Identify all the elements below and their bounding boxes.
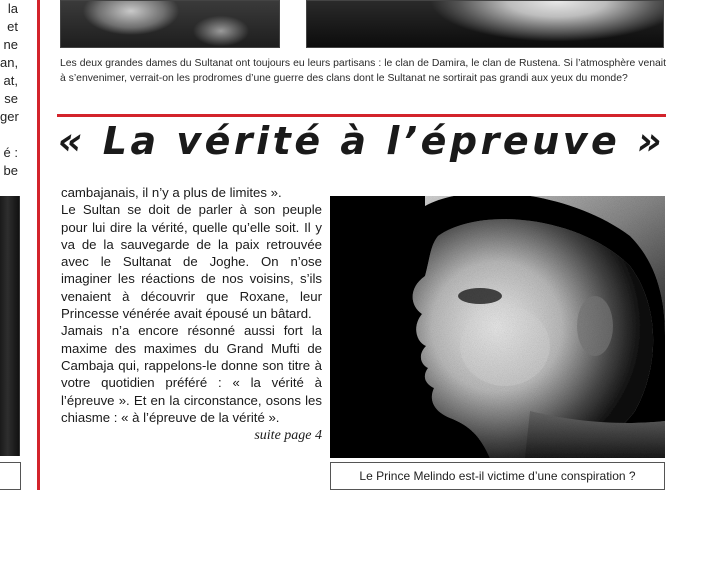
left-column-fragments bbox=[0, 0, 18, 180]
continued-link: suite page 4 bbox=[254, 428, 322, 444]
fragment-line: an, bbox=[0, 55, 19, 70]
top-right-photo bbox=[306, 0, 664, 48]
fragment-line: et bbox=[7, 19, 18, 34]
fragment-line bbox=[0, 126, 18, 144]
fragment-line: se bbox=[4, 91, 18, 106]
article-body bbox=[61, 184, 322, 444]
left-photo-edge bbox=[0, 196, 20, 456]
top-photo-caption: Les deux grandes dames du Sultanat ont toujours eu leurs partisans : le clan de Damira, le clan de Rustena. Si l’atmosphère venait à s’envenimer, verrait-on les prodromes d’une guerre des clans dont le Sultanat ne sortirait pas grandi aux yeux du monde? bbox=[60, 58, 666, 84]
prince-portrait-photo bbox=[330, 196, 665, 458]
fragment-line: at, bbox=[3, 73, 18, 88]
left-caption-edge bbox=[0, 462, 21, 490]
article-paragraph: cambajanais, il n’y a plus de limites ». bbox=[61, 185, 282, 200]
fragment-line: é : bbox=[3, 145, 18, 160]
fragment-line: la bbox=[7, 1, 18, 16]
article-headline: « La vérité à l’épreuve » bbox=[57, 119, 666, 163]
top-left-photo bbox=[60, 0, 280, 48]
fragment-line: ne bbox=[3, 37, 18, 52]
article-paragraph: Le Sultan se doit de parler à son peuple pour lui dire la vérité, quelle qu’elle soit. Il y va de la sauvegarde de la paix retrouvée avec le Sultanat de Joghe. On n’ose imaginer les réactions de nos voisins, s’ils venaient à découvrir que Roxane, leur Princesse vénérée avait épousé un bâtard. bbox=[61, 202, 322, 322]
article-paragraph: Jamais n’a encore résonné aussi fort la maxime des maximes du Grand Mufti de Cambaja qui, rappelons-le donne son titre à votre quotidien préféré : « la vérité à l’épreuve ». Et en la circonstance, osons les chiasme : « à l’épreuve de la vérité ». bbox=[61, 323, 322, 425]
vertical-red-rule bbox=[37, 0, 40, 490]
fragment-line: ger bbox=[0, 109, 19, 124]
portrait-caption: Le Prince Melindo est-il victime d’une conspiration ? bbox=[330, 462, 665, 490]
fragment-line: be bbox=[3, 163, 18, 178]
